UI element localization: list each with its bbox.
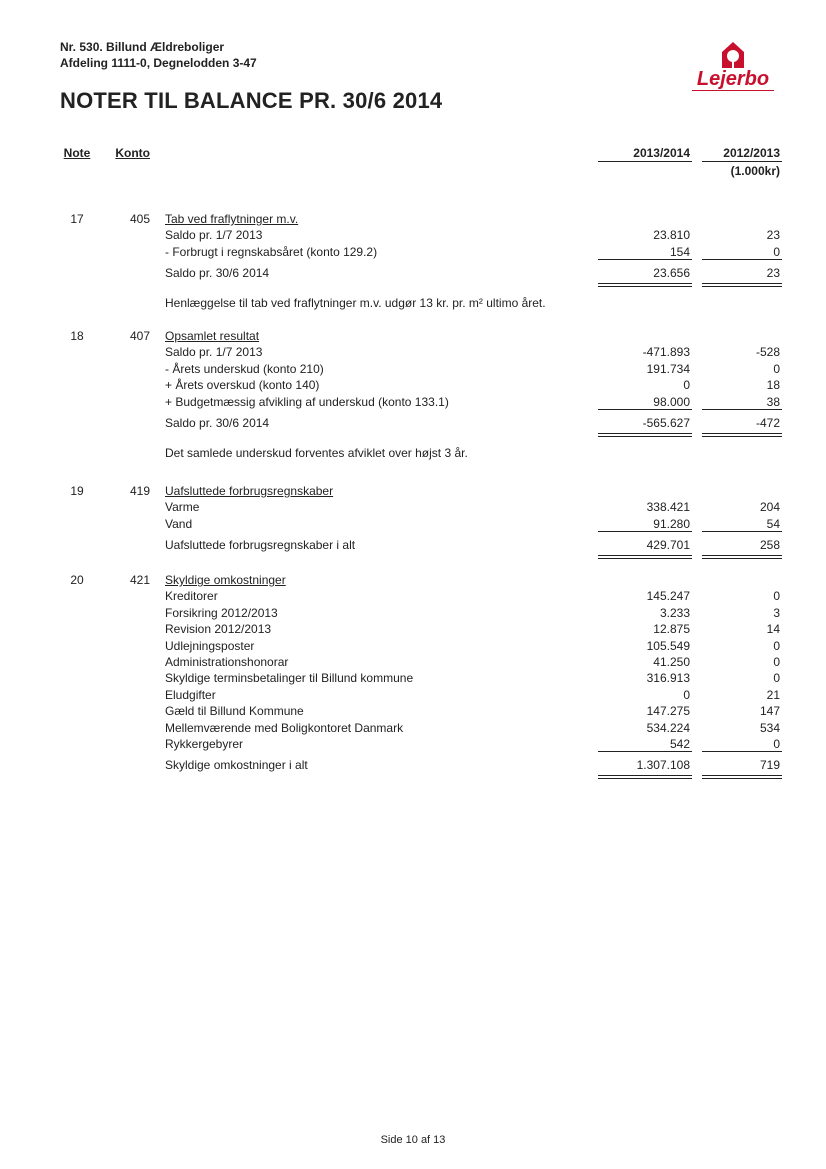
sum-line — [702, 531, 782, 532]
value-2013-2014: 0 — [683, 378, 690, 393]
total-2012-2013: -472 — [755, 416, 780, 430]
sum-line — [702, 775, 782, 776]
row-label: Rykkergebyrer — [165, 737, 244, 751]
sum-line — [702, 436, 782, 437]
sum-line — [598, 778, 692, 779]
sum-line — [598, 555, 692, 556]
note-remark: Henlæggelse til tab ved fraflytninger m.v. udgør 13 kr. pr. m² ultimo året. — [165, 296, 546, 311]
note-remark: Det samlede underskud forventes afviklet over højst 3 år. — [165, 446, 468, 460]
total-label: Saldo pr. 30/6 2014 — [165, 266, 270, 281]
row-label: + Årets overskud (konto 140) — [165, 378, 320, 393]
header-divider — [702, 161, 782, 162]
unit-label: (1.000kr) — [730, 164, 780, 178]
value-2012-2013: 38 — [766, 394, 780, 409]
sum-line — [598, 558, 692, 559]
sum-line — [598, 433, 692, 434]
value-2012-2013: 23 — [766, 228, 780, 243]
row-label: Varme — [165, 500, 200, 515]
sum-line — [598, 436, 692, 437]
page-number: Side 10 af 13 — [380, 1134, 446, 1146]
total-2012-2013: 719 — [759, 758, 780, 773]
value-2012-2013: 534 — [759, 720, 780, 735]
value-2013-2014: 191.734 — [646, 361, 690, 376]
value-2012-2013: 0 — [773, 361, 780, 376]
column-header-konto: Konto — [115, 146, 150, 160]
total-2012-2013: 23 — [766, 266, 780, 281]
value-2013-2014: 3.233 — [659, 605, 690, 620]
total-label: Saldo pr. 30/6 2014 — [165, 416, 270, 430]
value-2013-2014: 534.224 — [646, 720, 690, 735]
sum-line — [702, 283, 782, 284]
value-2013-2014: 23.810 — [653, 228, 690, 243]
note-number: 17 — [70, 212, 84, 226]
value-2012-2013: 0 — [773, 244, 780, 259]
value-2012-2013: 0 — [773, 638, 780, 653]
department-address: Afdeling 1111-0, Degnelodden 3-47 — [60, 56, 257, 70]
value-2012-2013: 0 — [773, 655, 780, 669]
row-label: Vand — [165, 516, 193, 531]
sum-line — [702, 558, 782, 559]
sum-line — [702, 778, 782, 779]
sum-line — [598, 775, 692, 776]
row-label: Revision 2012/2013 — [165, 622, 272, 637]
sum-line — [598, 283, 692, 284]
sum-line — [702, 433, 782, 434]
column-header-note: Note — [63, 146, 91, 160]
row-label: Gæld til Billund Kommune — [165, 704, 304, 719]
value-2013-2014: 316.913 — [646, 671, 690, 686]
total-2013-2014: 1.307.108 — [636, 758, 690, 773]
sum-line — [702, 751, 782, 752]
lejerbo-logo — [688, 40, 778, 92]
sum-line — [598, 531, 692, 532]
value-2012-2013: 204 — [759, 500, 780, 515]
value-2013-2014: 41.250 — [653, 655, 690, 669]
value-2012-2013: 54 — [766, 516, 780, 531]
row-label: - Årets underskud (konto 210) — [165, 361, 324, 376]
value-2013-2014: 154 — [669, 244, 690, 259]
sum-line — [702, 259, 782, 260]
total-2012-2013: 258 — [759, 538, 780, 553]
konto-number: 405 — [129, 212, 150, 226]
note-title: Tab ved fraflytninger m.v. — [165, 212, 299, 226]
row-label: Kreditorer — [165, 589, 218, 604]
total-label: Uafsluttede forbrugsregnskaber i alt — [165, 538, 356, 553]
note-number: 20 — [70, 573, 84, 587]
row-label: + Budgetmæssig afvikling af underskud (konto 133.1) — [165, 394, 449, 409]
total-2013-2014: 23.656 — [653, 266, 690, 281]
note-title: Uafsluttede forbrugsregnskaber — [165, 484, 334, 498]
row-label: Mellemværende med Boligkontoret Danmark — [165, 720, 404, 735]
value-2013-2014: 12.875 — [653, 622, 690, 637]
value-2012-2013: 14 — [766, 622, 780, 637]
house-tree-icon — [688, 40, 778, 70]
note-title: Skyldige omkostninger — [165, 573, 286, 587]
row-label: Udlejningsposter — [165, 638, 255, 653]
sum-line — [598, 751, 692, 752]
value-2012-2013: 18 — [766, 378, 780, 393]
sum-line — [702, 286, 782, 287]
sum-line — [598, 259, 692, 260]
total-label: Skyldige omkostninger i alt — [165, 758, 308, 773]
value-2012-2013: 147 — [759, 704, 780, 719]
sum-line — [702, 555, 782, 556]
value-2012-2013: 21 — [766, 687, 780, 702]
value-2012-2013: 0 — [773, 589, 780, 604]
note-number: 19 — [70, 484, 84, 498]
row-label: - Forbrugt i regnskabsåret (konto 129.2) — [165, 244, 378, 259]
sum-line — [598, 409, 692, 410]
value-2013-2014: 542 — [669, 737, 690, 751]
value-2013-2014: 91.280 — [653, 516, 690, 531]
page-title: NOTER TIL BALANCE PR. 30/6 2014 — [60, 88, 443, 113]
total-2013-2014: -565.627 — [642, 416, 690, 430]
column-header-2013-2014: 2013/2014 — [633, 146, 690, 160]
value-2013-2014: 145.247 — [646, 589, 690, 604]
row-label: Forsikring 2012/2013 — [165, 605, 278, 620]
row-label: Administrationshonorar — [165, 655, 289, 669]
organization-name: Nr. 530. Billund Ældreboliger — [60, 40, 225, 54]
value-2013-2014: -471.893 — [642, 345, 690, 360]
value-2013-2014: 0 — [683, 687, 690, 702]
row-label: Saldo pr. 1/7 2013 — [165, 228, 263, 243]
konto-number: 407 — [129, 329, 150, 343]
value-2012-2013: 0 — [773, 671, 780, 686]
total-2013-2014: 429.701 — [646, 538, 690, 553]
row-label: Saldo pr. 1/7 2013 — [165, 345, 263, 360]
value-2013-2014: 147.275 — [646, 704, 690, 719]
konto-number: 421 — [129, 573, 150, 587]
value-2013-2014: 105.549 — [646, 638, 690, 653]
value-2012-2013: -528 — [755, 345, 780, 360]
column-header-2012-2013: 2012/2013 — [723, 146, 780, 160]
value-2013-2014: 98.000 — [653, 394, 690, 409]
value-2013-2014: 338.421 — [646, 500, 690, 515]
logo-underline — [692, 90, 774, 91]
value-2012-2013: 0 — [773, 737, 780, 751]
logo-text: Lejerbo — [696, 68, 770, 90]
note-number: 18 — [70, 329, 84, 343]
note-title: Opsamlet resultat — [165, 329, 260, 343]
row-label: Skyldige terminsbetalinger til Billund kommune — [165, 671, 414, 686]
header-divider — [598, 161, 692, 162]
row-label: Eludgifter — [165, 687, 216, 702]
sum-line — [702, 409, 782, 410]
value-2012-2013: 3 — [773, 605, 780, 620]
sum-line — [598, 286, 692, 287]
konto-number: 419 — [129, 484, 150, 498]
